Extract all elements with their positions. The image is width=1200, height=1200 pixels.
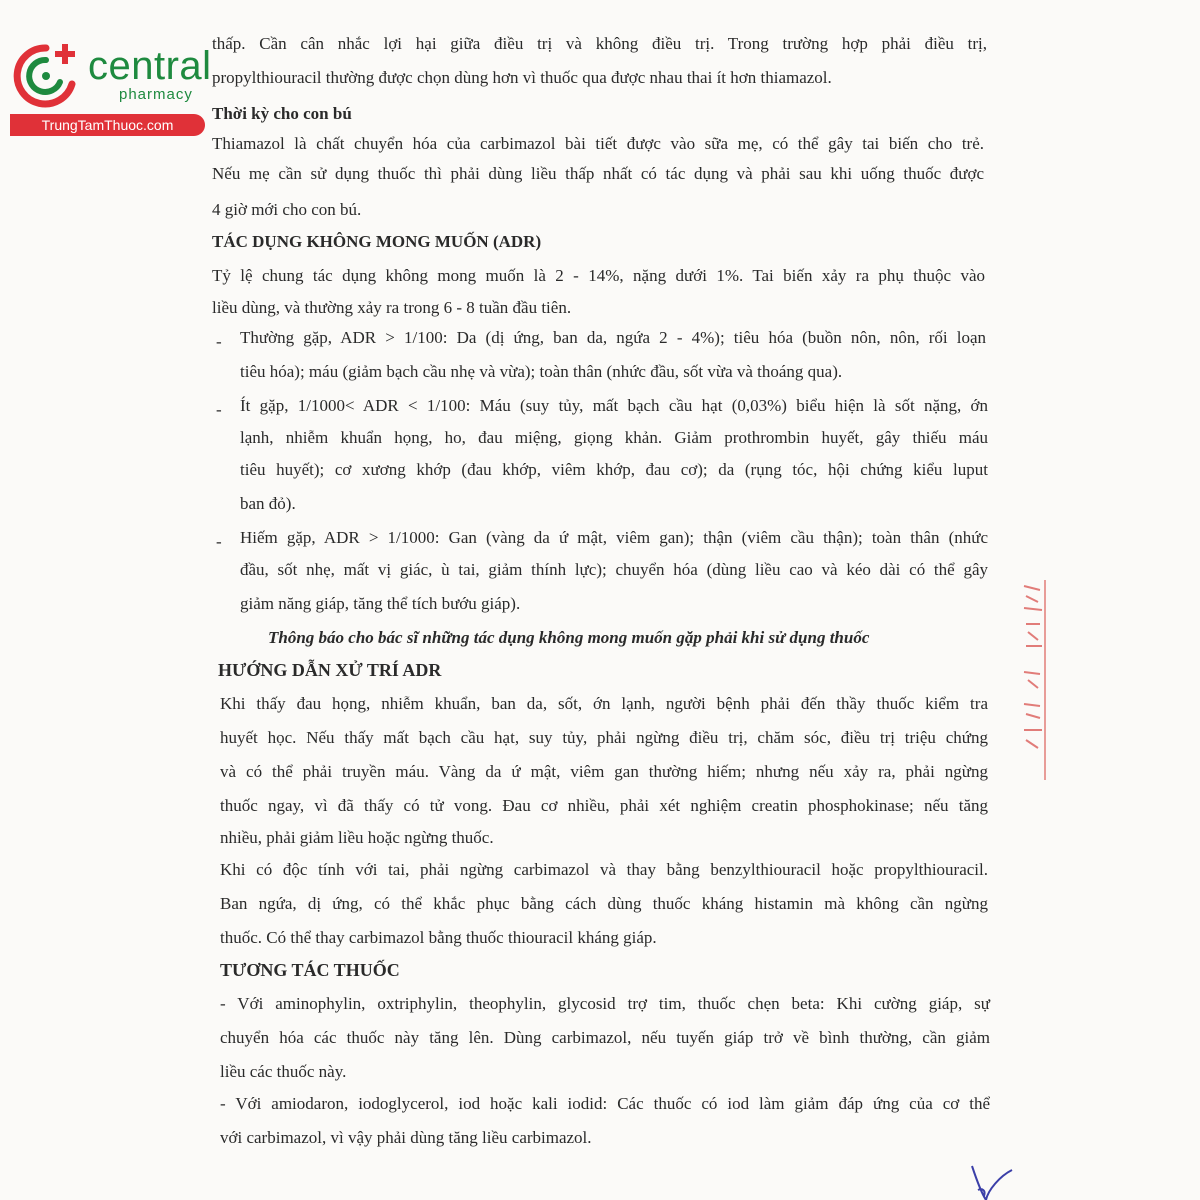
paragraph-line: và có thể phải truyền máu. Vàng da ứ mật, viêm gan thường hiếm; nhưng nếu xảy ra, phải ngừng (220, 762, 988, 781)
paragraph-line: thuốc ngay, vì đã thấy có tử vong. Đau cơ nhiều, phải xét nghiệm creatin phosphokinase; nếu tăng (220, 796, 988, 815)
central-pharmacy-logo (10, 36, 215, 138)
bullet-dash: - (216, 532, 222, 551)
list-item: ban đỏ). (240, 494, 296, 513)
list-item: giảm năng giáp, tăng thể tích bướu giáp). (240, 594, 521, 613)
bullet-dash: - (216, 400, 222, 419)
paragraph-line: Tỷ lệ chung tác dụng không mong muốn là 2 - 14%, nặng dưới 1%. Tai biến xảy ra phụ thuộc vào (212, 266, 985, 285)
paragraph-line: - Với amiodaron, iodoglycerol, iod hoặc kali iodid: Các thuốc có iod làm giảm đáp ứng của cơ thể (220, 1094, 990, 1113)
paragraph-line: nhiều, phải giảm liều hoặc ngừng thuốc. (220, 828, 494, 847)
paragraph-line: propylthiouracil thường được chọn dùng hơn vì thuốc qua được nhau thai ít hơn thiamazol. (212, 68, 832, 87)
paragraph-line: 4 giờ mới cho con bú. (212, 200, 362, 219)
brand-tagline: pharmacy (119, 86, 193, 103)
pharmacy-cross-icon (10, 40, 82, 108)
brand-name: central (88, 44, 212, 88)
list-item: Thường gặp, ADR > 1/100: Da (dị ứng, ban da, ngứa 2 - 4%); tiêu hóa (buồn nôn, nôn, rối loạn (240, 328, 986, 347)
notice-line: Thông báo cho bác sĩ những tác dụng không mong muốn gặp phải khi sử dụng thuốc (268, 628, 870, 647)
list-item: tiêu hóa); máu (giảm bạch cầu nhẹ và vừa); toàn thân (nhức đầu, sốt vừa và thoáng qua). (240, 362, 843, 381)
paragraph-line: liều các thuốc này. (220, 1062, 347, 1081)
section-heading: HƯỚNG DẪN XỬ TRÍ ADR (218, 660, 442, 680)
list-item: tiêu huyết); cơ xương khớp (đau khớp, viêm khớp, đau cơ); da (rụng tóc, hội chứng kiểu luput (240, 460, 988, 479)
paragraph-line: Khi có độc tính với tai, phải ngừng carbimazol và thay bằng benzylthiouracil hoặc propylthiouracil. (220, 860, 988, 879)
list-item: Hiếm gặp, ADR > 1/1000: Gan (vàng da ứ mật, viêm gan); thận (viêm cầu thận); toàn thân (nhức (240, 528, 988, 547)
section-heading: TÁC DỤNG KHÔNG MONG MUỐN (ADR) (212, 232, 542, 251)
list-item: đầu, sốt nhẹ, mất vị giác, ù tai, giảm thính lực); chuyển hóa (dùng liều cao và kéo dài có thể gây (240, 560, 988, 579)
paragraph-line: huyết học. Nếu thấy mất bạch cầu hạt, suy tủy, phải ngừng điều trị, chăm sóc, điều trị triệu chứng (220, 728, 988, 747)
paragraph-line: Khi thấy đau họng, nhiễm khuẩn, ban da, sốt, ớn lạnh, người bệnh phải đến thầy thuốc kiểm tra (220, 694, 988, 713)
paragraph-line: thuốc. Có thể thay carbimazol bằng thuốc thiouracil kháng giáp. (220, 928, 657, 947)
signature-fragment (960, 1160, 1020, 1200)
paragraph-line: chuyển hóa các thuốc này tăng lên. Dùng carbimazol, nếu tuyến giáp trở về bình thường, cần giảm (220, 1028, 990, 1047)
paragraph-line: liều dùng, và thường xảy ra trong 6 - 8 tuần đầu tiên. (212, 298, 572, 317)
section-heading: TƯƠNG TÁC THUỐC (220, 960, 400, 980)
red-stamp-fragment (1018, 580, 1048, 780)
list-item: Ít gặp, 1/1000< ADR < 1/100: Máu (suy tủy, mất bạch cầu hạt (0,03%) biểu hiện là sốt nặng, ớn (240, 396, 988, 415)
paragraph-line: Nếu mẹ cần sử dụng thuốc thì phải dùng liều thấp nhất có tác dụng và phải sau khi uống thuốc được (212, 164, 984, 183)
paragraph-line: - Với aminophylin, oxtriphylin, theophylin, glycosid trợ tim, thuốc chẹn beta: Khi cường giáp, sự (220, 994, 990, 1013)
section-heading: Thời kỳ cho con bú (212, 104, 352, 123)
brand-url: TrungTamThuoc.com (10, 114, 205, 136)
bullet-dash: - (216, 332, 222, 351)
paragraph-line: với carbimazol, vì vậy phải dùng tăng liều carbimazol. (220, 1128, 592, 1147)
paragraph-line: Thiamazol là chất chuyển hóa của carbimazol bài tiết được vào sữa mẹ, có thể gây tai biến cho trẻ. (212, 134, 984, 153)
paragraph-line: thấp. Cần cân nhắc lợi hại giữa điều trị và không điều trị. Trong trường hợp phải điều trị, (212, 34, 987, 53)
list-item: lạnh, nhiễm khuẩn họng, ho, đau miệng, giọng khản. Giảm prothrombin huyết, gây thiếu máu (240, 428, 988, 447)
paragraph-line: Ban ngứa, dị ứng, có thể khắc phục bằng cách dùng thuốc kháng histamin mà không cần ngừng (220, 894, 988, 913)
